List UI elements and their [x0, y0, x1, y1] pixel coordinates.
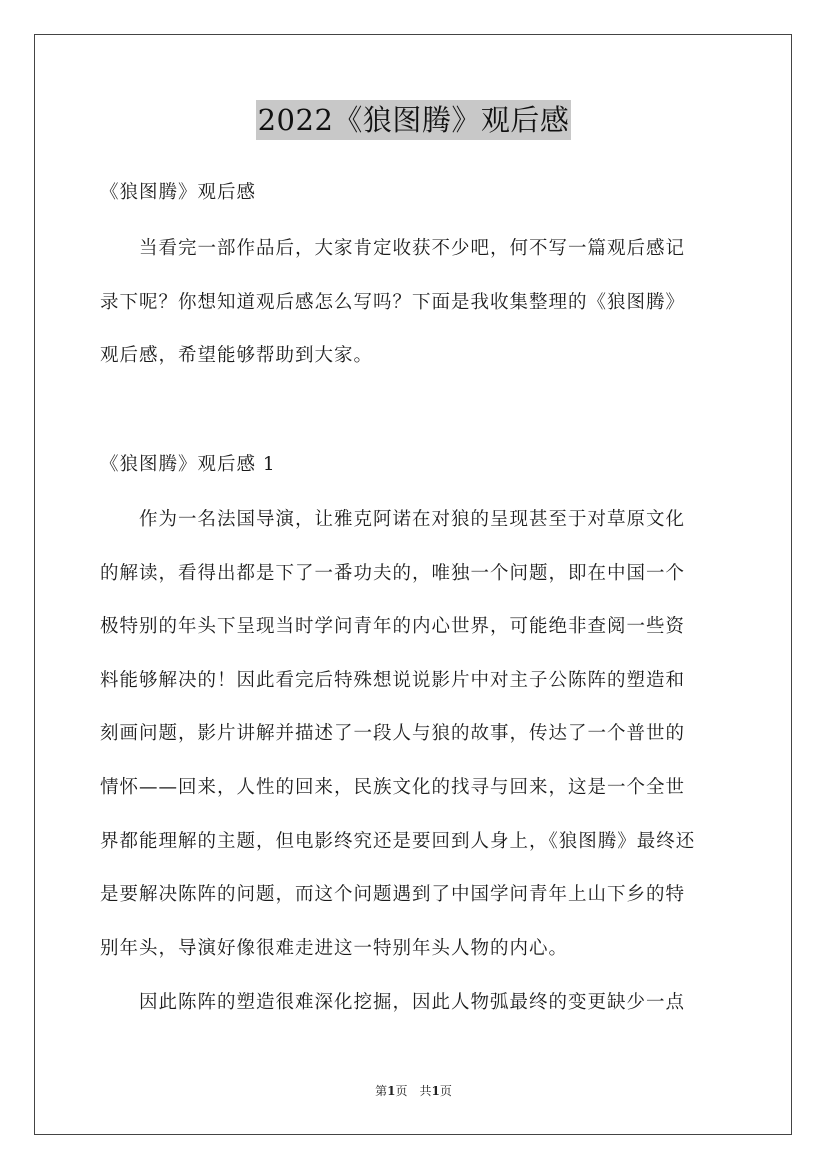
subtitle: 《狼图腾》观后感 [100, 182, 257, 203]
body-line: 别年头，导演好像很难走进这一特别年头人物的内心。 [100, 938, 569, 959]
footer-page-number: 1 [387, 1084, 396, 1098]
title-container [0, 100, 827, 140]
intro-line: 录下呢？你想知道观后感怎么写吗？下面是我收集整理的《狼图腾》 [100, 292, 686, 313]
footer-page-mid: 页 共 [395, 1084, 432, 1098]
footer-page-total: 1 [431, 1084, 440, 1098]
document-title: 2022《狼图腾》观后感 [256, 100, 572, 140]
body-line: 刻画问题，影片讲解并描述了一段人与狼的故事，传达了一个普世的 [100, 723, 686, 744]
body-line: 极特别的年头下呈现当时学问青年的内心世界，可能绝非查阅一些资 [100, 616, 686, 637]
intro-line: 当看完一部作品后，大家肯定收获不少吧，何不写一篇观后感记 [100, 238, 686, 259]
footer-page-prefix: 第 [375, 1084, 388, 1098]
body-line: 情怀——回来，人性的回来，民族文化的找寻与回来，这是一个全世 [100, 777, 686, 798]
section-heading: 《狼图腾》观后感 1 [100, 454, 276, 475]
body-line: 料能够解决的！因此看完后特殊想说说影片中对主子公陈阵的塑造和 [100, 670, 686, 691]
intro-line: 观后感，希望能够帮助到大家。 [100, 345, 374, 366]
footer-page-suffix: 页 [439, 1084, 452, 1098]
body-line: 是要解决陈阵的问题，而这个问题遇到了中国学问青年上山下乡的特 [100, 884, 686, 905]
body-line: 界都能理解的主题，但电影终究还是要回到人身上，《狼图腾》最终还 [100, 831, 696, 852]
body-line: 的解读，看得出都是下了一番功夫的，唯独一个问题，即在中国一个 [100, 563, 686, 584]
body-line: 作为一名法国导演，让雅克阿诺在对狼的呈现甚至于对草原文化 [100, 509, 686, 530]
body-line: 因此陈阵的塑造很难深化挖掘，因此人物弧最终的变更缺少一点 [100, 992, 686, 1013]
page-footer [0, 1082, 827, 1099]
